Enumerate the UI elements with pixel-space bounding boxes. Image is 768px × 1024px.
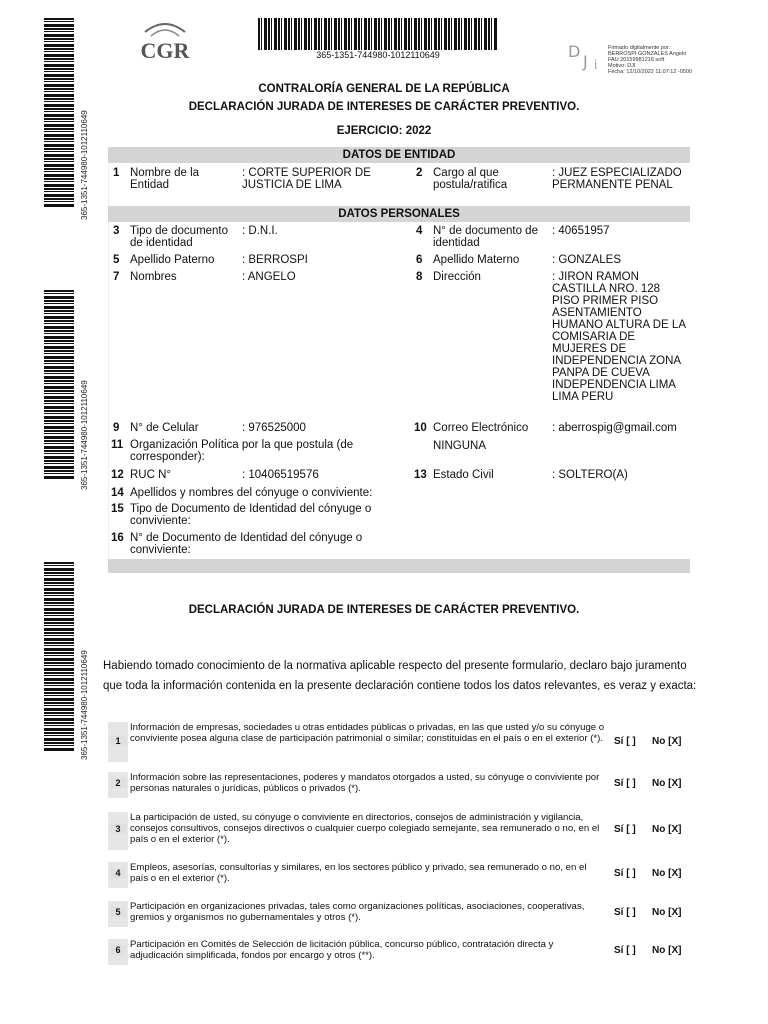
- cgr-logo: [135, 18, 195, 64]
- declaration-item: [108, 901, 690, 927]
- top-barcode: [258, 18, 498, 50]
- signature-block: [608, 45, 718, 75]
- item-no-option[interactable]: No [X]: [652, 824, 682, 835]
- field-num: 6: [416, 254, 423, 266]
- field-label-apellido-materno: Apellido Materno: [433, 254, 520, 266]
- header-title: CONTRALORÍA GENERAL DE LA REPÚBLICA: [258, 83, 510, 95]
- top-barcode-text: 365-1351-744980-1012110649: [316, 50, 440, 60]
- declaration-item: [108, 862, 690, 888]
- signature-line: Firmado digitalmente por:: [608, 45, 671, 51]
- declaration-item: [108, 772, 690, 798]
- item-si-option[interactable]: Sí [ ]: [614, 736, 636, 747]
- item-text: Información de empresas, sociedades u otras entidades públicas o privadas, en las que usted y/o su cónyuge o conviviente posea alguna clase de participación patrimonial o similar; constituidas en el país o en el exterior (*).: [130, 722, 605, 744]
- field-num: 15: [111, 503, 124, 515]
- field-num: 1: [113, 167, 120, 179]
- svg-text:CGR: CGR: [140, 38, 190, 63]
- item-num: 1: [110, 736, 126, 746]
- item-text: Empleos, asesorías, consultorías y similares, en los sectores público y privado, sea remunerado o no, en el país o en el exterior (*).: [130, 862, 587, 884]
- item-si-option[interactable]: Sí [ ]: [614, 868, 636, 879]
- field-num: 9: [113, 422, 120, 434]
- signature-letter-j: J: [583, 52, 588, 71]
- section-datos-entidad: DATOS DE ENTIDAD: [108, 147, 690, 163]
- field-label-conyuge-tipo-doc: Tipo de Documento de Identidad del cónyuge o conviviente:: [130, 503, 372, 527]
- declaration-item: [108, 939, 690, 965]
- header-ejercicio: EJERCICIO: 2022: [336, 125, 432, 137]
- field-label-ruc: RUC N°: [130, 469, 172, 481]
- field-label-entidad: Nombre de la Entidad: [130, 167, 200, 191]
- item-text: Información sobre las representaciones, poderes y mandatos otorgados a usted, su cónyuge o conviviente por personas naturales o jurídicas, públicos o privados (*).: [130, 772, 600, 794]
- declaration-intro: Habiendo tomado conocimiento de la normativa aplicable respecto del presente formulario, declaro bajo juramento que toda la información contenida en la presente declaración contiene todos los datos relevantes, es veraz y exacta:: [103, 660, 697, 692]
- item-no-option[interactable]: No [X]: [652, 907, 682, 918]
- field-num: 7: [113, 271, 120, 283]
- field-label-nombres: Nombres: [130, 271, 177, 283]
- item-no-option[interactable]: No [X]: [652, 778, 682, 789]
- item-no-option[interactable]: No [X]: [652, 736, 682, 747]
- signature-line: Motivo: DJI: [608, 63, 636, 69]
- side-barcode-2: [44, 290, 74, 480]
- section-datos-personales: DATOS PERSONALES: [108, 206, 690, 222]
- section-bottom-bar: [108, 559, 690, 573]
- field-num: 12: [111, 469, 124, 481]
- signature-line: BERROSPI GONZALES Angelo: [608, 51, 687, 57]
- signature-line: Fecha: 12/10/2022 11:07:12 -0500: [608, 69, 692, 75]
- side-barcode-1: [44, 18, 74, 208]
- field-value-nombres: : ANGELO: [242, 271, 296, 283]
- item-si-option[interactable]: Sí [ ]: [614, 824, 636, 835]
- field-num: 8: [416, 271, 423, 283]
- field-num: 10: [414, 422, 427, 434]
- field-num: 14: [111, 487, 124, 499]
- item-no-option[interactable]: No [X]: [652, 945, 682, 956]
- side-barcode-text-2: 365-1351-744980-1012110649: [80, 380, 89, 490]
- field-value-cargo: : JUEZ ESPECIALIZADO PERMANENTE PENAL: [552, 167, 682, 191]
- field-label-organizacion: Organización Política por la que postula (de corresponder):: [130, 439, 354, 463]
- side-barcode-text-1: 365-1351-744980-1012110649: [80, 110, 89, 220]
- field-num: 16: [111, 532, 124, 544]
- field-label-estado-civil: Estado Civil: [433, 469, 494, 481]
- field-value-num-doc: : 40651957: [552, 225, 610, 237]
- field-value-direccion: : JIRON RAMON CASTILLA NRO. 128 PISO PRIMER PISO ASENTAMIENTO HUMANO ALTURA DE LA COMISARIA DE MUJERES DE INDEPENDENCIA ZONA PANPA DE CUEVA INDEPENDENCIA LIMA LIMA PERU: [552, 271, 686, 403]
- item-num: 2: [110, 778, 126, 788]
- field-label-celular: N° de Celular: [130, 422, 199, 434]
- signature-line: FAU 20159981216 soft: [608, 57, 665, 63]
- item-num: 6: [110, 945, 126, 955]
- field-num: 5: [113, 254, 120, 266]
- field-num: 2: [416, 167, 423, 179]
- field-label-conyuge-nombre: Apellidos y nombres del cónyuge o conviviente:: [130, 487, 373, 499]
- signature-letter-d: D: [568, 42, 581, 61]
- field-value-apellido-materno: : GONZALES: [552, 254, 622, 266]
- item-si-option[interactable]: Sí [ ]: [614, 945, 636, 956]
- field-num: 3: [113, 225, 120, 237]
- field-num: 13: [414, 469, 427, 481]
- side-barcode-3: [44, 562, 74, 752]
- field-value-entidad: : CORTE SUPERIOR DE JUSTICIA DE LIMA: [242, 167, 371, 191]
- declaration-title: DECLARACIÓN JURADA DE INTERESES DE CARÁCTER PREVENTIVO.: [188, 604, 580, 616]
- field-label-conyuge-num-doc: N° de Documento de Identidad del cónyuge o conviviente:: [130, 532, 363, 556]
- field-num: 4: [416, 225, 423, 237]
- declaration-item: [108, 722, 690, 762]
- side-barcode-text-3: 365-1351-744980-1012110649: [80, 650, 89, 760]
- header-subtitle: DECLARACIÓN JURADA DE INTERESES DE CARÁCTER PREVENTIVO.: [188, 101, 580, 113]
- item-text: Participación en Comités de Selección de licitación pública, concurso público, contratación directa y adjudicación simplificada, fondos por encargo y otros (**).: [130, 939, 554, 961]
- field-value-tipo-doc: : D.N.I.: [242, 225, 278, 237]
- item-num: 5: [110, 907, 126, 917]
- field-value-correo: : aberrospig@gmail.com: [552, 422, 677, 434]
- item-text: La participación de usted, su cónyuge o conviviente en directorios, consejos de administración y vigilancia, consejos consultivos, consejos directivos o cualquier cuerpo colegiado semejante, sea remunerado o no, en el país o en el exterior (*).: [130, 812, 600, 845]
- field-label-apellido-paterno: Apellido Paterno: [130, 254, 215, 266]
- field-value-organizacion: NINGUNA: [433, 440, 487, 452]
- field-value-apellido-paterno: : BERROSPI: [242, 254, 308, 266]
- field-value-ruc: : 10406519576: [242, 469, 319, 481]
- item-si-option[interactable]: Sí [ ]: [614, 907, 636, 918]
- item-no-option[interactable]: No [X]: [652, 868, 682, 879]
- field-label-tipo-doc: Tipo de documento de identidad: [130, 225, 229, 249]
- field-value-celular: : 976525000: [242, 422, 306, 434]
- item-num: 3: [110, 824, 126, 834]
- field-label-cargo: Cargo al que postula/ratifica: [433, 167, 508, 191]
- item-si-option[interactable]: Sí [ ]: [614, 778, 636, 789]
- declaration-item: [108, 812, 690, 850]
- item-num: 4: [110, 868, 126, 878]
- field-label-num-doc: N° de documento de identidad: [433, 225, 538, 249]
- field-label-direccion: Dirección: [433, 271, 481, 283]
- field-value-estado-civil: : SOLTERO(A): [552, 469, 628, 481]
- field-num: 11: [111, 439, 124, 451]
- signature-letter-i: i: [594, 58, 598, 72]
- field-label-correo: Correo Electrónico: [433, 422, 529, 434]
- item-text: Participación en organizaciones privadas, tales como organizaciones políticas, asociaciones, cooperativas, gremios y organismos no gubernamentales y otros (*).: [130, 901, 585, 923]
